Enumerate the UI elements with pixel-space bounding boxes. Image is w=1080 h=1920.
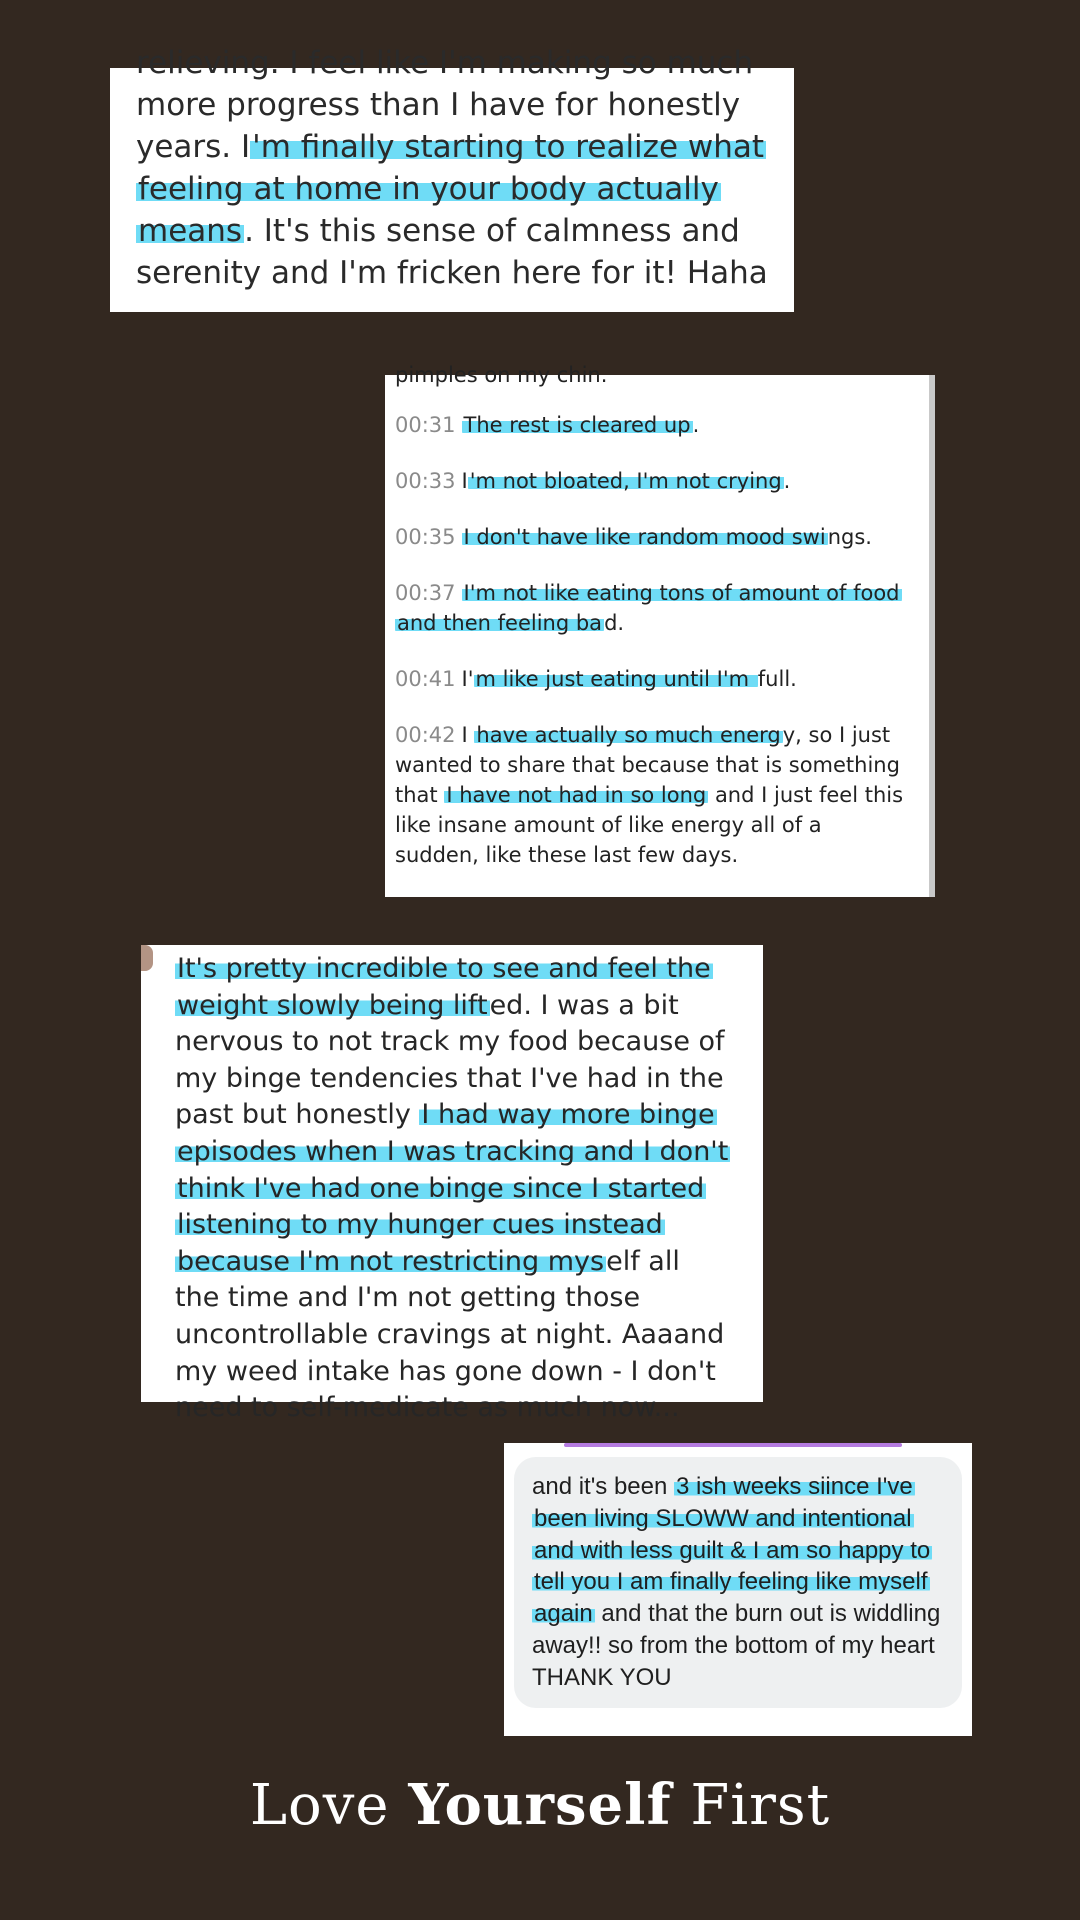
text-segment: . It's this sense of calmness and serenity and I'm fricken here for it! Haha (136, 213, 768, 291)
text-segment: more progress than I have for honestly years. I (136, 87, 741, 165)
message-bubble (514, 1457, 962, 1708)
transcript-entry (395, 410, 911, 440)
transcript-entry (395, 578, 911, 638)
brand-title-emphasis: Yourself (408, 1772, 672, 1838)
text-segment: full. (757, 667, 797, 691)
highlighted-text: 3 ish weeks siince I've been living SLOWW and intentional and with less guilt & I am so happy to tell you I am finally feeling like myself again (534, 1473, 931, 1628)
cut-off-line: need to self-medicate as much now... (175, 1392, 680, 1424)
highlighted-text: The rest is cleared up (463, 413, 691, 437)
timestamp: 00:31 (395, 413, 456, 437)
testimonial-text-1 (136, 42, 768, 294)
highlighted-text: 'm not bloated, I'm not crying (469, 469, 782, 493)
brand-title-part: Love (249, 1773, 409, 1838)
text-segment: elf all the time and I'm not getting those uncontrollable cravings at night. Aaaand my weed intake has gone down - I don't (175, 1245, 725, 1387)
highlighted-text: It's pretty incredible to see and feel the weight slowly being lift (177, 953, 711, 1021)
brand-title (0, 1772, 1080, 1838)
cut-off-line: pimples on my chin. (395, 363, 608, 387)
text-segment: . (692, 413, 700, 437)
transcript-entry (395, 664, 911, 694)
message-card (504, 1443, 972, 1736)
highlighted-text: have actually so much energ (476, 723, 781, 747)
transcript-entry (395, 720, 911, 870)
testimonial-card-2 (141, 945, 763, 1424)
timestamp: 00:37 (395, 581, 456, 605)
transcript-card (385, 363, 935, 897)
testimonial-text-2 (175, 951, 729, 1427)
testimonial-card-1 (110, 45, 794, 312)
transcript-entry (395, 466, 911, 496)
text-segment: and that the burn out is widdling away!! so from the bottom of my heart THANK YOU (532, 1600, 941, 1691)
highlighted-text: I had way more binge episodes when I was tracking and I don't think I've had one binge since I started listening to my hunger cues instead because I'm not restricting mys (177, 1099, 729, 1277)
text-segment: and it's been (532, 1473, 675, 1500)
text-segment: I (461, 469, 468, 493)
highlighted-text: m like just eating until I'm (475, 667, 756, 691)
text-segment: and I just feel this like insane amount of like energy all of a sudden, like these last few days. (395, 783, 904, 867)
transcript-entry (395, 522, 911, 552)
highlighted-text: I'm not like eating tons of amount of food and then feeling ba (397, 581, 900, 635)
highlighted-text: 'm finally starting to realize what feeling at home in your body actually means (138, 129, 765, 249)
timestamp: 00:41 (395, 667, 456, 691)
avatar (141, 945, 153, 971)
text-segment: y, so I just wanted to share that because that is something that (395, 723, 900, 807)
highlighted-text: I don't have like random mood swi (463, 525, 826, 549)
brand-title-part: First (671, 1773, 831, 1838)
text-segment: ngs. (827, 525, 872, 549)
cut-off-line: relieving. I feel like I'm making so much (136, 45, 754, 81)
text-segment: I (461, 723, 475, 747)
text-segment: I' (461, 667, 474, 691)
timestamp: 00:42 (395, 723, 456, 747)
timestamp: 00:33 (395, 469, 456, 493)
text-segment: ed. I was a bit nervous to not track my food because of my binge tendencies that I've had in the past but honestly (175, 989, 725, 1131)
timestamp: 00:35 (395, 525, 456, 549)
text-segment: . (783, 469, 791, 493)
highlighted-text: I have not had in so long (446, 783, 707, 807)
message-divider (564, 1443, 902, 1447)
text-segment: d. (604, 611, 625, 635)
